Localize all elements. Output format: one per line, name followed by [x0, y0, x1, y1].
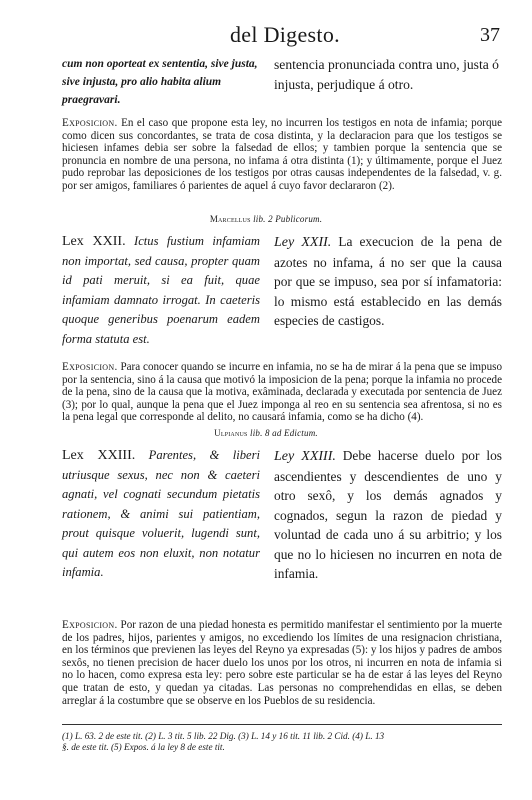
exposition-2 — [62, 361, 502, 424]
latin-text — [62, 232, 260, 349]
spanish-text — [274, 446, 502, 584]
exposition-label: Exposicion. — [62, 117, 118, 129]
source-book: lib. 8 ad Edictum. — [250, 428, 318, 438]
latin-text-continued: cum non oporteat ex sententia, sive justa, sive injusta, pro alio habita alium praegravari. — [62, 58, 258, 106]
law-number-latin: Lex XXII. — [62, 234, 126, 249]
source-heading-2 — [0, 428, 532, 438]
source-author: Ulpianus — [214, 428, 248, 438]
exposition-label: Exposicion. — [62, 361, 118, 373]
law-23 — [62, 446, 502, 614]
exposition-1 — [62, 117, 502, 193]
exposition-text: Por razon de una piedad honesta es permitido manifestar el sentimiento por la muerte de los padres, hijos, parientes y amigos, no excediendo los límites de una resignacion christiana, en los términos que previenen las leyes del Reyno ya expresadas (5): y los hijos y padres de ambos sexôs, no tienen precision de hacer duelo los unos por los otros, ni incurren en nota de infamia si no lo hacen, como expresa esta ley: pero sobre este particular se ha de estar á las leyes del Reyno que tratan de esto, y quedan ya citadas. Las personas no comprehendidas en ellas, se deben arreglar á la costumbre que se observe en los Pueblos de su residencia. — [62, 619, 502, 707]
running-head — [60, 22, 500, 52]
latin-text — [62, 446, 260, 583]
spanish-body: Debe hacerse duelo por los ascendientes y descendientes de uno y otro sexô, y los demás agnados y cognados, segun la razon de piedad y voluntad de cada uno á su arbitrio; y los que no lo hiciesen no incurren en nota de infamia. — [274, 448, 502, 581]
spanish-body: La execucion de la pena de azotes no infama, á no ser que la causa por que se impuso, sea por sí infamatoria: lo mismo está establecido en las demás especies de castigos. — [274, 234, 502, 328]
law-number-latin: Lex XXIII. — [62, 448, 136, 463]
exposition-label: Exposicion. — [62, 619, 118, 631]
law-22 — [62, 232, 502, 356]
source-heading-1 — [0, 214, 532, 224]
running-title: del Digesto. — [230, 22, 340, 47]
latin-body: Parentes, & liberi utriusque sexus, nec non & caeteri agnati, vel cognati secundum pietatis rationem, & animi sui patientiam, prout quisque voluerit, lugendi sunt, qui autem eos non eluxit, non notatur infamia. — [62, 448, 260, 579]
page-number: 37 — [480, 24, 500, 46]
exposition-3 — [62, 619, 502, 707]
exposition-text: Para conocer quando se incurre en infamia, no se ha de mirar á la pena que se impuso por la sentencia, sino á la causa que motivó la imposicion de la pena; porque la infamia no procede de la pena, sino de la causa que la motiva, exâminada, declarada y executada por sentencia de Juez (3); por lo qual, aunque la pena que el Juez imponga al reo en su sentencia sea afrentosa, si no es la pena legal que corresponde al delito, no causará infamia, como se ha dicho (4). — [62, 361, 502, 424]
law-number-spanish: Ley XXIII. — [274, 449, 336, 464]
latin-body: Ictus fustium infamiam non importat, sed causa, propter quam id pati meruit, si ea fuit, quae infamiam damnato irrogat. In caeteris quoque generibus poenarum eadem forma statuta est. — [62, 234, 260, 346]
law-number-spanish: Ley XXII. — [274, 235, 332, 250]
source-book: lib. 2 Publicorum. — [253, 214, 323, 224]
footnotes — [62, 731, 502, 753]
footnote-line: (1) L. 63. 2 de este tit. (2) L. 3 tit. 5 lib. 22 Dig. (3) L. 14 y 16 tit. 11 lib. 2 Cid. (4) L. 13 — [62, 731, 385, 741]
source-author: Marcellus — [209, 214, 251, 224]
spanish-text — [274, 232, 502, 331]
continued-passage — [62, 55, 502, 111]
footnote-line: §. de este tit. (5) Expos. á la ley 8 de este tit. — [62, 742, 225, 752]
footnote-rule — [62, 724, 502, 725]
spanish-text-continued: sentencia pronunciada contra uno, justa ó injusta, perjudique á otro. — [274, 57, 499, 92]
exposition-text: En el caso que propone esta ley, no incurren los testigos en nota de infamia; porque como dicen sus concordantes, se trata de cosa distinta, y la declaracion para que los testigos se hiciesen infames debia ser sobre la falsedad de ellos; y tambien porque la sentencia que se pronuncia en nombre de una persona, no infama á otra distinta (1); y últimamente, porque el Juez pudo reprobar las deposiciones de los testigos por otras causas independentes de la falsedad, v. g. por ser amigos, familiares ó parientes de aquel á cuyo favor declararon (2). — [62, 117, 502, 192]
